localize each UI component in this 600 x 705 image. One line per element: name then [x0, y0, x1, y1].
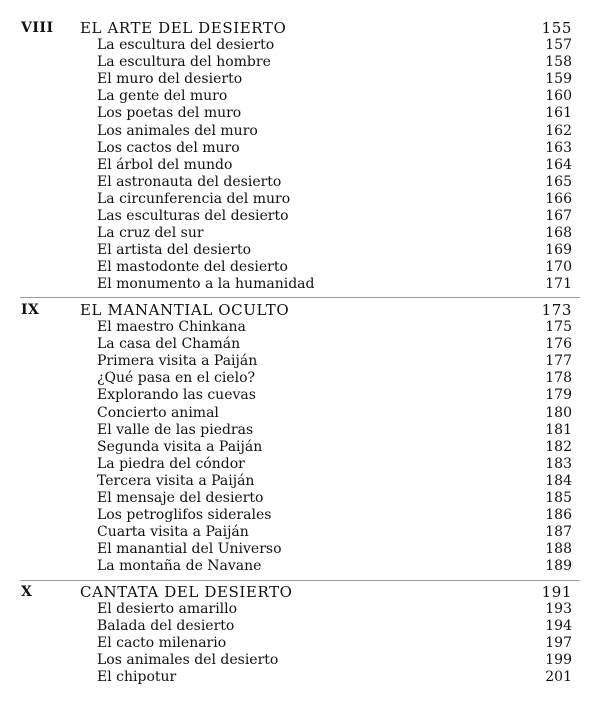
section-title: El muro del desierto: [97, 71, 243, 88]
section-row: [0, 669, 600, 686]
chapter-ix: [0, 302, 600, 576]
section-row: [0, 276, 600, 293]
section-row: [0, 208, 600, 225]
section-row: [0, 490, 600, 507]
section-title: El árbol del mundo: [97, 156, 233, 173]
section-row: [0, 105, 600, 122]
section-page: 177: [545, 353, 572, 370]
section-page: 179: [545, 387, 572, 404]
chapter-heading: [0, 584, 600, 601]
section-row: [0, 473, 600, 490]
chapter-number: IX: [21, 302, 40, 318]
section-page: 201: [545, 669, 572, 686]
section-title: El mastodonte del desierto: [97, 259, 288, 276]
section-page: 181: [545, 421, 572, 438]
section-title: El maestro Chinkana: [97, 319, 246, 336]
section-page: 165: [545, 173, 572, 190]
section-row: [0, 336, 600, 353]
section-row: [0, 524, 600, 541]
section-row: [0, 225, 600, 242]
section-page: 176: [545, 336, 572, 353]
chapter-number: X: [21, 584, 33, 600]
chapter-divider: [20, 580, 580, 581]
section-row: [0, 174, 600, 191]
section-row: [0, 618, 600, 635]
chapter-x: [0, 584, 600, 687]
section-page: 163: [545, 139, 572, 156]
section-row: [0, 123, 600, 140]
section-row: [0, 652, 600, 669]
section-title: La escultura del desierto: [97, 37, 275, 54]
chapter-page: 173: [541, 301, 572, 319]
section-page: 159: [545, 71, 572, 88]
chapter-title: EL ARTE DEL DESIERTO: [80, 19, 287, 37]
section-page: 161: [545, 105, 572, 122]
chapter-title: CANTATA DEL DESIERTO: [80, 583, 293, 601]
section-title: Concierto animal: [97, 404, 219, 421]
section-title: El desierto amarillo: [97, 601, 238, 618]
section-title: Primera visita a Paiján: [97, 353, 258, 370]
section-title: El chipotur: [97, 669, 177, 686]
section-page: 158: [545, 54, 572, 71]
section-row: [0, 507, 600, 524]
section-row: [0, 54, 600, 71]
section-row: [0, 387, 600, 404]
section-page: 180: [545, 404, 572, 421]
section-row: [0, 37, 600, 54]
section-title: El cacto milenario: [97, 635, 227, 652]
section-row: [0, 353, 600, 370]
section-page: 175: [545, 319, 572, 336]
section-page: 170: [545, 259, 572, 276]
section-row: [0, 259, 600, 276]
chapter-divider: [20, 297, 580, 298]
section-title: El manantial del Universo: [97, 541, 282, 558]
section-title: La montaña de Navane: [97, 558, 262, 575]
section-page: 184: [545, 472, 572, 489]
section-row: [0, 242, 600, 259]
section-page: 166: [545, 190, 572, 207]
section-page: 171: [545, 276, 572, 293]
section-page: 160: [545, 88, 572, 105]
section-title: ¿Qué pasa en el cielo?: [97, 370, 256, 387]
section-page: 194: [545, 618, 572, 635]
section-row: [0, 422, 600, 439]
section-page: 169: [545, 242, 572, 259]
section-page: 187: [545, 524, 572, 541]
section-title: El valle de las piedras: [97, 421, 254, 438]
section-row: [0, 319, 600, 336]
section-page: 164: [545, 156, 572, 173]
section-title: El mensaje del desierto: [97, 490, 264, 507]
chapter-page: 155: [541, 19, 572, 37]
section-page: 199: [545, 652, 572, 669]
section-title: Cuarta visita a Paiján: [97, 524, 249, 541]
chapter-number: VIII: [21, 20, 54, 36]
section-row: [0, 541, 600, 558]
section-row: [0, 88, 600, 105]
section-row: [0, 405, 600, 422]
section-title: La casa del Chamán: [97, 336, 241, 353]
section-row: [0, 157, 600, 174]
section-row: [0, 71, 600, 88]
section-row: [0, 140, 600, 157]
section-title: Los cactos del muro: [97, 139, 240, 156]
section-row: [0, 439, 600, 456]
section-row: [0, 558, 600, 575]
section-row: [0, 370, 600, 387]
section-title: Tercera visita a Paiján: [97, 472, 255, 489]
chapter-heading: [0, 20, 600, 37]
section-page: 178: [545, 370, 572, 387]
section-title: El astronauta del desierto: [97, 173, 282, 190]
section-page: 186: [545, 507, 572, 524]
section-title: Los animales del muro: [97, 122, 258, 139]
section-title: La escultura del hombre: [97, 54, 271, 71]
section-page: 193: [545, 601, 572, 618]
chapter-heading: [0, 302, 600, 319]
section-page: 168: [545, 225, 572, 242]
section-title: Los poetas del muro: [97, 105, 242, 122]
section-row: [0, 601, 600, 618]
section-row: [0, 635, 600, 652]
chapter-page: 191: [541, 583, 572, 601]
section-row: [0, 191, 600, 208]
section-title: Los petroglifos siderales: [97, 507, 272, 524]
section-title: Segunda visita a Paiján: [97, 438, 263, 455]
section-title: La cruz del sur: [97, 225, 204, 242]
section-page: 183: [545, 455, 572, 472]
section-title: Balada del desierto: [97, 618, 235, 635]
section-row: [0, 456, 600, 473]
section-page: 167: [545, 208, 572, 225]
section-title: La gente del muro: [97, 88, 228, 105]
section-page: 182: [545, 438, 572, 455]
section-page: 197: [545, 635, 572, 652]
section-title: El monumento a la humanidad: [97, 276, 315, 293]
section-page: 157: [545, 37, 572, 54]
section-page: 162: [545, 122, 572, 139]
section-page: 189: [545, 558, 572, 575]
section-title: La circunferencia del muro: [97, 190, 291, 207]
section-page: 188: [545, 541, 572, 558]
section-title: La piedra del cóndor: [97, 455, 245, 472]
section-title: El artista del desierto: [97, 242, 252, 259]
section-page: 185: [545, 490, 572, 507]
section-title: Los animales del desierto: [97, 652, 279, 669]
section-title: Las esculturas del desierto: [97, 208, 289, 225]
chapter-title: EL MANANTIAL OCULTO: [80, 301, 290, 319]
chapter-viii: [0, 20, 600, 294]
section-title: Explorando las cuevas: [97, 387, 256, 404]
